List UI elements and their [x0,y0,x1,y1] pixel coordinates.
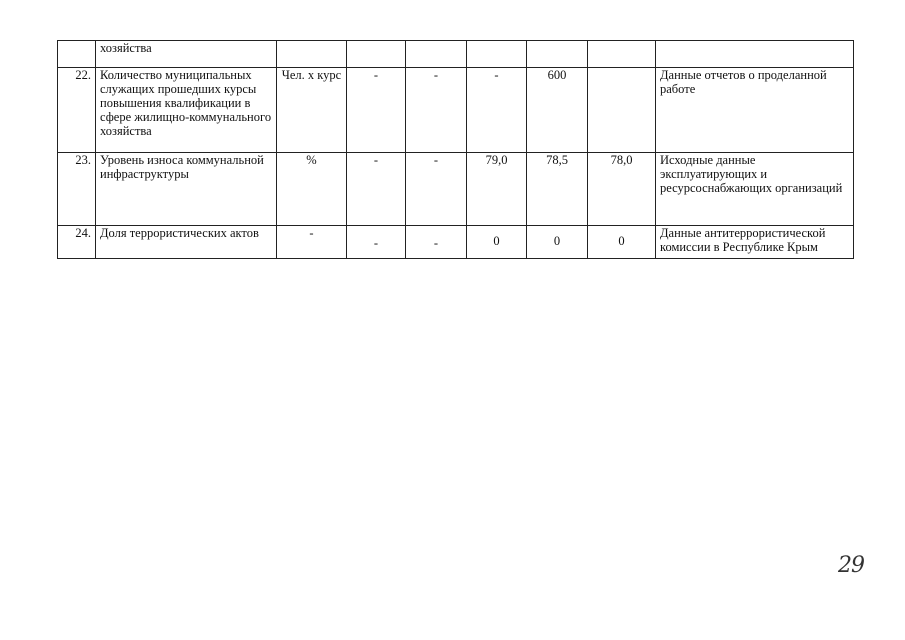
row-number: 24. [58,226,96,259]
value-cell: 79,0 [467,153,527,226]
value-cell: 78,0 [588,153,656,226]
value-cell: 0 [588,226,656,259]
value-cell [588,68,656,153]
value-cell: 0 [467,226,527,259]
table-row [58,226,854,259]
row-number: 22. [58,68,96,153]
value-cell: - [347,153,406,226]
indicator-name: хозяйства [96,41,277,68]
table-row [58,68,854,153]
value-cell: - [467,68,527,153]
value-cell [527,41,588,68]
value-cell: - [406,153,467,226]
value-cell: - [347,68,406,153]
value-cell: 0 [527,226,588,259]
source-cell: Данные отчетов о проделанной работе [656,68,854,153]
source-cell [656,41,854,68]
indicator-name: Доля террористических актов [96,226,277,259]
unit-cell [277,41,347,68]
value-cell: - [347,226,406,259]
indicator-name: Количество муниципальных служащих прошедших курсы повышения квалификации в сфере жилищно-коммунального хозяйства [96,68,277,153]
unit-cell: Чел. х курс [277,68,347,153]
source-cell: Исходные данные эксплуатирующих и ресурсоснабжающих организаций [656,153,854,226]
row-number [58,41,96,68]
source-cell: Данные антитеррористической комиссии в Республике Крым [656,226,854,259]
value-cell [467,41,527,68]
table-row [58,153,854,226]
page-number: 29 [838,553,864,578]
value-cell: - [406,68,467,153]
value-cell [347,41,406,68]
unit-cell: - [277,226,347,259]
value-cell: - [406,226,467,259]
unit-cell: % [277,153,347,226]
value-cell: 78,5 [527,153,588,226]
value-cell: 600 [527,68,588,153]
value-cell [588,41,656,68]
row-number: 23. [58,153,96,226]
indicators-table [57,40,854,259]
value-cell [406,41,467,68]
table-row [58,41,854,68]
indicator-name: Уровень износа коммунальной инфраструктуры [96,153,277,226]
